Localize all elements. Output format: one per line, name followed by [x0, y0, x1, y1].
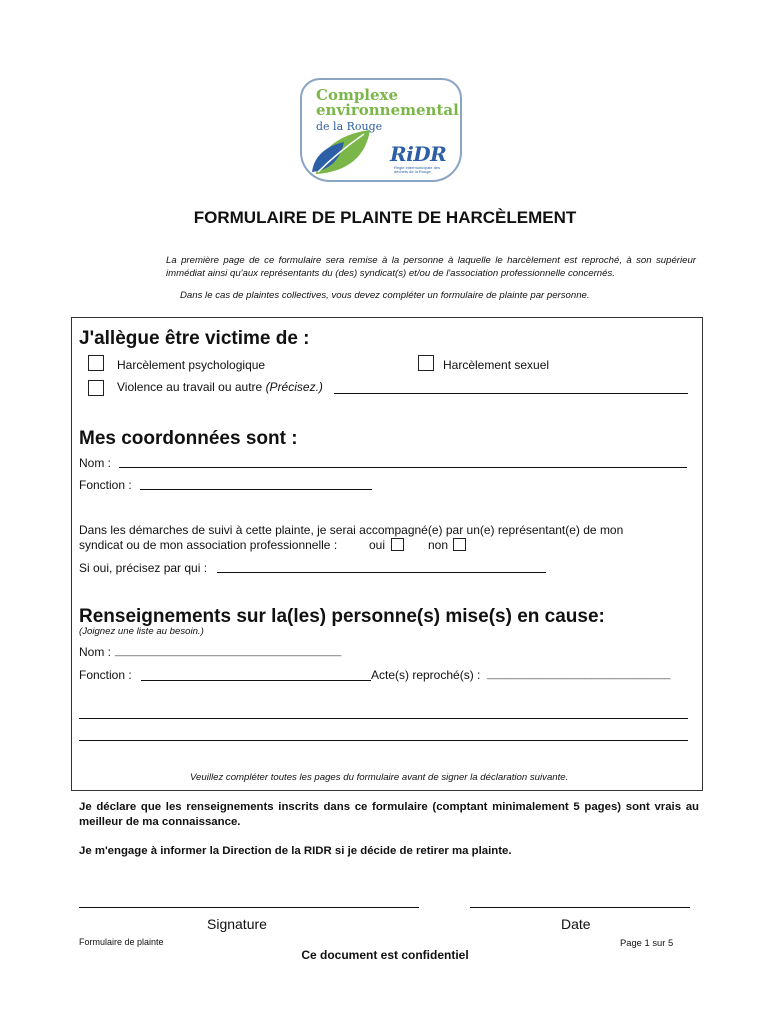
si-oui-label: Si oui, précisez par qui :: [79, 561, 208, 575]
attach-list-note: (Joignez une liste au besoin.): [79, 626, 204, 637]
logo-text-line1: Complexe: [316, 86, 399, 104]
acte-extra-line-2[interactable]: [79, 740, 688, 741]
acte-field[interactable]: ______________________________: [487, 668, 671, 680]
leaf-icon: [308, 126, 378, 176]
checkbox-oui[interactable]: [391, 538, 404, 551]
nom-field[interactable]: [119, 467, 687, 468]
section-victim-heading: J'allègue être victime de :: [79, 328, 310, 349]
logo-brand: RiDR: [390, 142, 447, 166]
form-title: FORMULAIRE DE PLAINTE DE HARCÈLEMENT: [193, 208, 577, 227]
date-field[interactable]: [470, 907, 690, 908]
collective-note: Dans le cas de plaintes collectives, vous devez compléter un formulaire de plainte par personne.: [180, 290, 590, 301]
accused-fonction-field[interactable]: [141, 680, 371, 681]
accused-nom-field[interactable]: _____________________________________: [115, 645, 342, 657]
logo-text-line3: de la Rouge: [316, 120, 383, 133]
intro-text: La première page de ce formulaire sera remise à la personne à laquelle le harcèlement est reproché, à son supérieur immédiat ainsi qu'aux représentants du (des) syndicat(s) et/ou de l'association professionnelle concernés.: [166, 255, 696, 279]
label-violence-text: Violence au travail ou autre: [117, 380, 263, 394]
signature-label: Signature: [207, 916, 267, 932]
complete-pages-note: Veuillez compléter toutes les pages du formulaire avant de signer la déclaration suivante.: [190, 772, 569, 783]
nom-label: Nom :: [79, 456, 112, 470]
accompany-text-line2: syndicat ou de mon association professionnelle :: [79, 538, 338, 552]
violence-detail-field[interactable]: [334, 393, 688, 394]
accused-fonction-label: Fonction :: [79, 668, 132, 682]
page-number: Page 1 sur 5: [620, 937, 674, 948]
footer-form-name: Formulaire de plainte: [79, 937, 164, 947]
label-violence: [117, 380, 323, 394]
declaration-text: Je déclare que les renseignements inscrits dans ce formulaire (comptant minimalement 5 pages) sont vrais au meilleur de ma connaissance.: [79, 801, 699, 828]
organization-logo: [300, 78, 462, 182]
checkbox-non[interactable]: [453, 538, 466, 551]
accused-nom-label: Nom :: [79, 645, 112, 659]
signature-field[interactable]: [79, 907, 419, 908]
acte-extra-line-1[interactable]: [79, 718, 688, 719]
label-violence-note: (Précisez.): [265, 380, 323, 394]
label-psychological: Harcèlement psychologique: [117, 358, 266, 372]
fonction-field[interactable]: [140, 489, 372, 490]
confidential-notice: Ce document est confidentiel: [301, 948, 469, 962]
oui-label: oui: [369, 538, 386, 552]
engagement-text: Je m'engage à informer la Direction de la RIDR si je décide de retirer ma plainte.: [79, 845, 512, 857]
date-label: Date: [561, 916, 591, 932]
section-accused-heading: Renseignements sur la(les) personne(s) mise(s) en cause:: [79, 606, 605, 627]
checkbox-psychological[interactable]: [88, 355, 104, 371]
representative-field[interactable]: [217, 572, 546, 573]
logo-subtitle: Régie intermunicipale des déchets de la Rouge: [394, 165, 441, 174]
label-sexual: Harcèlement sexuel: [443, 358, 550, 372]
fonction-label: Fonction :: [79, 478, 132, 492]
checkbox-violence[interactable]: [88, 380, 104, 396]
non-label: non: [428, 538, 449, 552]
accompany-text-line1: Dans les démarches de suivi à cette plainte, je serai accompagné(e) par un(e) représentant(e) de mon: [79, 523, 624, 537]
checkbox-sexual[interactable]: [418, 355, 434, 371]
section-contact-heading: Mes coordonnées sont :: [79, 428, 298, 449]
acte-label: Acte(s) reproché(s) :: [371, 668, 481, 682]
logo-text-line2: environnemental: [316, 101, 459, 119]
